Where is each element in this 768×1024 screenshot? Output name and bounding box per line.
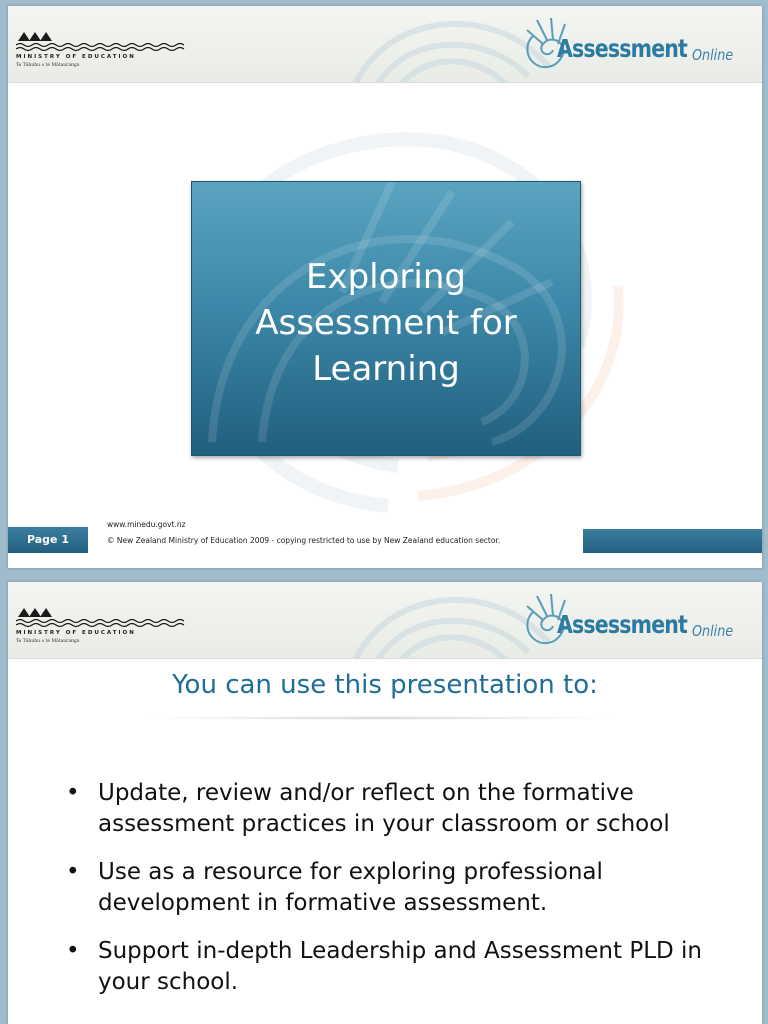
footer-accent-bar [583, 529, 762, 553]
brand-main-text: Assessment [557, 610, 688, 639]
bullet-item [66, 857, 756, 919]
waves-icon [16, 620, 184, 627]
footer-url: www.minedu.govt.nz [107, 520, 186, 529]
title-line-2: Assessment for [255, 303, 517, 343]
bullet-icon: • [66, 780, 80, 806]
waves-icon [16, 44, 184, 51]
slide-heading: You can use this presentation to: [172, 670, 598, 700]
moe-subtitle: Te Tāhuhu o te Mātauranga [16, 63, 80, 68]
slide-header-banner [8, 582, 762, 659]
bullet-icon: • [66, 938, 80, 964]
title-line-3: Learning [312, 349, 460, 389]
bullet-icon: • [66, 859, 80, 885]
bullet-item [66, 936, 756, 998]
bullet-text: Update, review and/or reflect on the formative assessment practices in your classroom or school [98, 780, 670, 837]
moe-name: MINISTRY OF EDUCATION [16, 630, 136, 636]
moe-name: MINISTRY OF EDUCATION [16, 54, 136, 60]
brand-sub-text: Online [692, 46, 734, 64]
moe-subtitle: Te Tāhuhu o te Mātauranga [16, 639, 80, 644]
slide-title [192, 254, 580, 392]
mountains-icon [18, 608, 52, 617]
title-box [191, 181, 581, 456]
slide-2 [8, 582, 762, 1024]
heading-divider [138, 716, 618, 720]
bullet-text: Support in-depth Leadership and Assessment PLD in your school. [98, 938, 703, 995]
moe-logo [16, 604, 186, 644]
bullet-item [66, 778, 756, 840]
brand-sub-text: Online [692, 622, 734, 640]
title-line-1: Exploring [306, 257, 466, 297]
bullet-list [66, 778, 756, 1015]
bullet-text: Use as a resource for exploring professional development in formative assessment. [98, 859, 603, 916]
moe-logo [16, 28, 186, 68]
slide-1 [8, 6, 762, 568]
brand-main-text: Assessment [557, 34, 688, 63]
mountains-icon [18, 32, 52, 41]
page-number-bar: Page 1 [8, 527, 88, 553]
footer-copyright: © New Zealand Ministry of Education 2009 - copying restricted to use by New Zealand education sector. [107, 536, 501, 545]
